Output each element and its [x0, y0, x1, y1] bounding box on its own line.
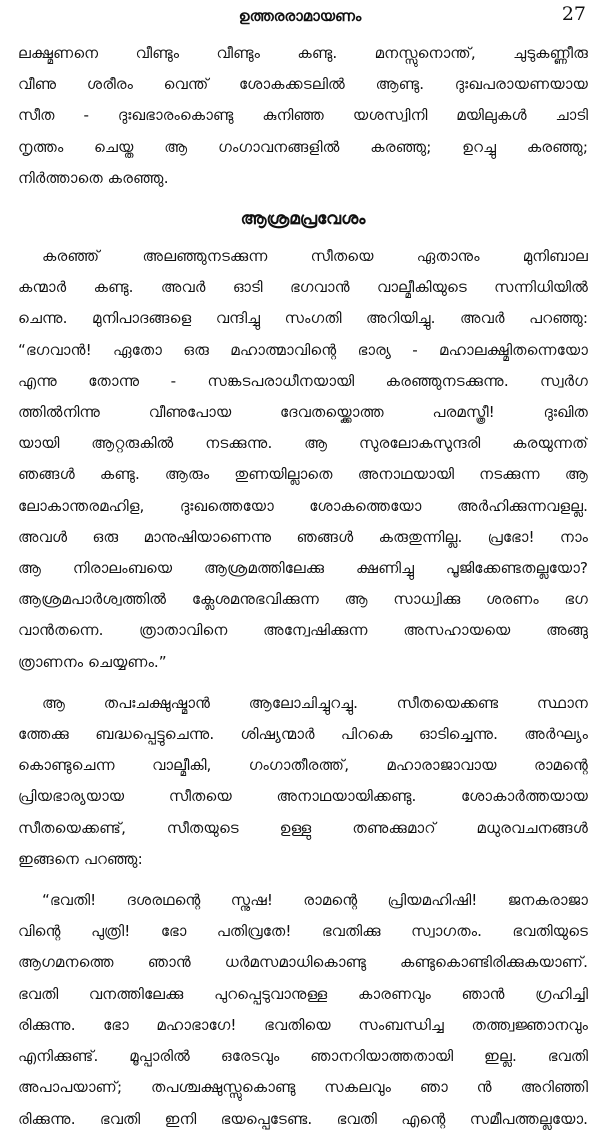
text-line: കരഞ്ഞ് അലഞ്ഞുനടക്കുന്ന സീതയെ ഏതാനും മുനിബാല [42, 247, 588, 266]
text-line: ആ തപഃചക്ഷുഷ്മാൻ ആലോചിച്ചുറച്ചു. സീതയെക്കണ്ട സ്ഥാന [42, 693, 588, 712]
text-line: ഞങ്ങൾ കണ്ടു. ആരും തുണയില്ലാതെ അനാഥയായി നടക്കുന്ന ആ [18, 465, 588, 484]
text-line: ലക്ഷ്മണനെ വീണ്ടും വീണ്ടും കണ്ടു. മനസ്സുനൊന്ത്, ചുടുകണ്ണീരു [18, 44, 588, 62]
text-line: വാൻതന്നെ. ത്രാതാവിനെ അന്വേഷിക്കുന്ന അസഹായയെ അങ്ങു [18, 621, 588, 640]
paragraph-gap [18, 875, 588, 885]
text-line: സീതയെക്കണ്ട്, സീതയുടെ ഉള്ളു തണുക്കുമാറ് മധുരവചനങ്ങൾ [18, 818, 588, 837]
text-line: ത്രാണനം ചെയ്യണം.” [18, 652, 167, 671]
text-line: ആ നിരാലംബയെ ആശ്രമത്തിലേക്കു ക്ഷണിച്ചു പൂജിക്കേണ്ടതല്ലയോ? [18, 559, 588, 578]
page-number: 27 [561, 3, 586, 25]
text-line: ആഗമനത്തെ ഞാൻ ധർമസമാധികൊണ്ടു കണ്ടുകൊണ്ടിരിക്കുകയാണ്. [18, 953, 588, 972]
text-line: നിർത്താതെ കരഞ്ഞു. [18, 168, 169, 187]
section-heading: ആശ്രമപ്രവേശം [240, 209, 366, 230]
running-title: ഉത്തരരാമായണം [238, 7, 362, 25]
text-line: “ഭവതി! ദശരഥന്റെ സ്നുഷ! രാമന്റെ പ്രിയമഹിഷി! ജനകരാജാ [42, 891, 588, 910]
text-line: കന്മാർ കണ്ടു. അവർ ഓടി ഭഗവാൻ വാല്മീകിയുടെ സന്നിധിയിൽ [18, 278, 588, 297]
text-line: ഭവതി വനത്തിലേക്കു പുറപ്പെടുവാനുള്ള കാരണവും ഞാൻ ഗ്രഹിച്ചി [18, 984, 588, 1003]
text-line: “ഭഗവാൻ! ഏതോ ഒരു മഹാത്മാവിന്റെ ഭാര്യ - മഹാലക്ഷ്മിതന്നെയോ [18, 340, 588, 359]
text-line: നൃത്തം ചെയ്ത ആ ഗംഗാവനങ്ങളിൽ കരഞ്ഞു; ഉറച്ചു കരഞ്ഞു; [18, 137, 588, 156]
text-line: അപാപയാണ്; തപശ്ചക്ഷുസ്സുകൊണ്ടു സകലവും ഞാ ൻ അറിഞ്ഞി [18, 1078, 588, 1097]
text-line: എന്നു തോന്നു - സങ്കടപരാധീനയായി കരഞ്ഞുനടക്കുന്നു. സ്വർഗ [18, 371, 588, 390]
paragraph-gap [18, 678, 588, 688]
text-line: രിക്കുന്നു. ഭവതി ഇനി ഭയപ്പെടേണ്ട. ഭവതി എന്റെ സമീപത്തല്ലയോ. [18, 1109, 588, 1128]
paragraph-3 [18, 688, 588, 875]
text-line: വിന്റെ പുത്രി! ഭോ പതിവ്രതേ! ഭവതിക്കു സ്വാഗതം. ഭവതിയുടെ [18, 922, 588, 941]
paragraph-2 [18, 241, 588, 678]
paragraph-1 [18, 38, 588, 194]
text-line: കൊണ്ടുചെന്ന വാല്മീകി, ഗംഗാതീരത്ത്, മഹാരാജാവായ രാമന്റെ [18, 756, 588, 775]
text-line: ത്തേക്കു ബദ്ധപ്പെട്ടുചെന്നു. ശിഷ്യന്മാർ പിറകെ ഓടിച്ചെന്നു. അർഘ്യം [18, 725, 588, 744]
text-line: ആശ്രമപാർശ്വത്തിൽ ക്ലേശമനുഭവിക്കുന്ന ആ സാധ്വിക്കു ശരണം ഭഗ [18, 590, 588, 609]
text-line: യായി ആറ്റരുകിൽ നടക്കുന്നു. ആ സുരലോകസുന്ദരി കരയുന്നത് [18, 434, 588, 453]
text-line: അവൾ ഒരു മാനുഷിയാണെന്നു ഞങ്ങൾ കരുതുന്നില്ല. പ്രഭോ! നാം [18, 527, 588, 546]
text-line: ചെന്നു. മുനിപാദങ്ങളെ വന്ദിച്ചു സംഗതി അറിയിച്ചു. അവർ പറഞ്ഞു: [18, 309, 588, 328]
paragraph-4 [18, 885, 588, 1135]
text-line: പ്രിയഭാര്യയായ സീതയെ അനാഥയായിക്കണ്ടു. ശോകാർത്തയായ [18, 787, 588, 806]
text-line: സീത - ദുഃഖഭാരംകൊണ്ടു കുനിഞ്ഞ യശസ്വിനി മയിലുകൾ ചാടി [18, 106, 588, 125]
text-line: ഇങ്ങനെ പറഞ്ഞു: [18, 849, 143, 868]
text-line: ത്തിൽനിന്നു വീണുപോയ ദേവതയ്ക്കൊത്ത പരമസ്ത്രീ! ദുഃഖിത [18, 403, 588, 422]
text-line: വീണു ശരീരം വെന്ത് ശോകക്കടലിൽ ആണ്ടു. ദുഃഖപരായണയായ [18, 75, 588, 94]
text-line: എനിക്കുണ്ട്. മൂപ്പാരിൽ ഒരേടവും ഞാനറിയാത്തതായി ഇല്ല. ഭവതി [18, 1047, 588, 1066]
text-line: രിക്കുന്നു. ഭോ മഹാഭാഗേ! ഭവതിയെ സംബന്ധിച്ച തത്ത്വജ്ഞാനവും [18, 1015, 588, 1034]
body-text [18, 38, 588, 1135]
text-line: ലോകാന്തരമഹിള, ദുഃഖത്തെയോ ശോകത്തെയോ അർഹിക്കുന്നവളല്ല. [18, 496, 588, 515]
